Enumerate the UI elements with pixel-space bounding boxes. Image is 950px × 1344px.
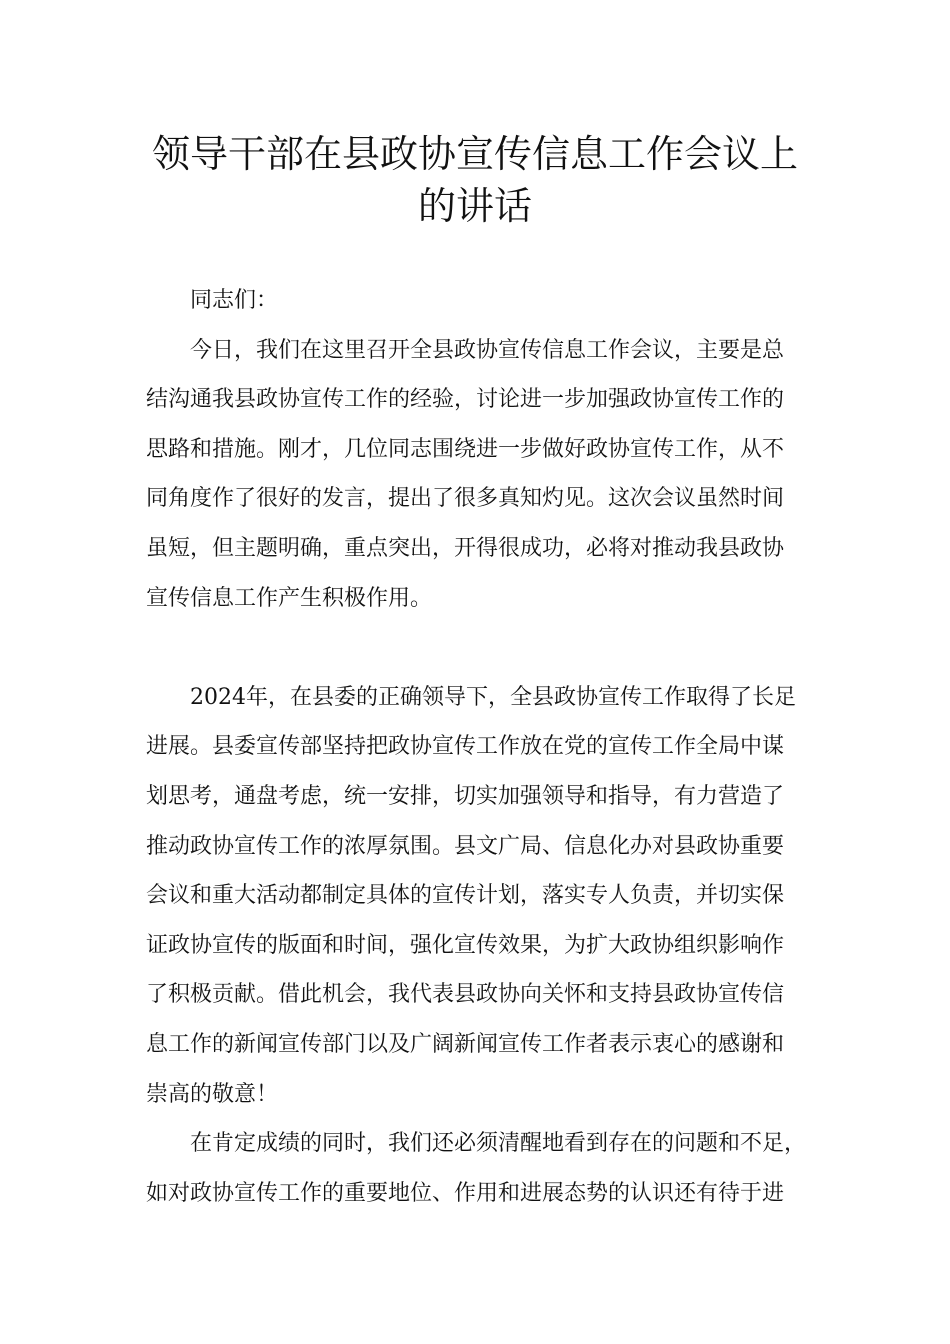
document-body	[146, 286, 826, 1228]
paragraph-line: 如对政协宣传工作的重要地位、作用和进展态势的认识还有待于进	[146, 1180, 785, 1206]
paragraph-line: 息工作的新闻宣传部门以及广阔新闻宣传工作者表示衷心的感谢和	[146, 1031, 785, 1057]
paragraph-line: 会议和重大活动都制定具体的宣传计划，落实专人负责，并切实保	[146, 883, 785, 909]
paragraph-line: 进展。县委宣传部坚持把政协宣传工作放在党的宣传工作全局中谋	[146, 734, 785, 760]
paragraph-line: 结沟通我县政协宣传工作的经验，讨论进一步加强政协宣传工作的	[146, 387, 785, 413]
paragraph-line: 同角度作了很好的发言，提出了很多真知灼见。这次会议虽然时间	[146, 486, 785, 512]
title-line-2: 的讲话	[417, 184, 532, 228]
paragraph-line: 崇高的敬意！	[146, 1081, 279, 1107]
paragraph-line: 了积极贡献。借此机会，我代表县政协向关怀和支持县政协宣传信	[146, 982, 785, 1008]
paragraph-line: 虽短，但主题明确，重点突出，开得很成功，必将对推动我县政协	[146, 535, 785, 561]
paragraph-line: 今日，我们在这里召开全县政协宣传信息工作会议，主要是总	[190, 337, 785, 363]
paragraph-line: 思路和措施。刚才，几位同志围绕进一步做好政协宣传工作，从不	[146, 436, 785, 462]
paragraph-line: 证政协宣传的版面和时间，强化宣传效果，为扩大政协组织影响作	[146, 932, 785, 958]
paragraph-line: 宣传信息工作产生积极作用。	[146, 585, 433, 611]
title-line-1: 领导干部在县政协宣传信息工作会议上	[151, 132, 798, 176]
salutation: 同志们：	[190, 288, 279, 313]
paragraph-line: 2024年，在县委的正确领导下，全县政协宣传工作取得了长足	[190, 684, 796, 710]
paragraph-line: 在肯定成绩的同时，我们还必须清醒地看到存在的问题和不足，	[190, 1131, 807, 1157]
paragraph-3	[146, 1129, 826, 1228]
paragraph-2	[146, 683, 826, 1129]
paragraph-line: 划思考，通盘考虑，统一安排，切实加强领导和指导，有力营造了	[146, 783, 785, 809]
paragraph-spacer	[146, 633, 826, 683]
paragraph-line: 推动政协宣传工作的浓厚氛围。县文广局、信息化办对县政协重要	[146, 833, 785, 859]
paragraph-1	[146, 336, 826, 634]
document-title	[120, 128, 830, 232]
